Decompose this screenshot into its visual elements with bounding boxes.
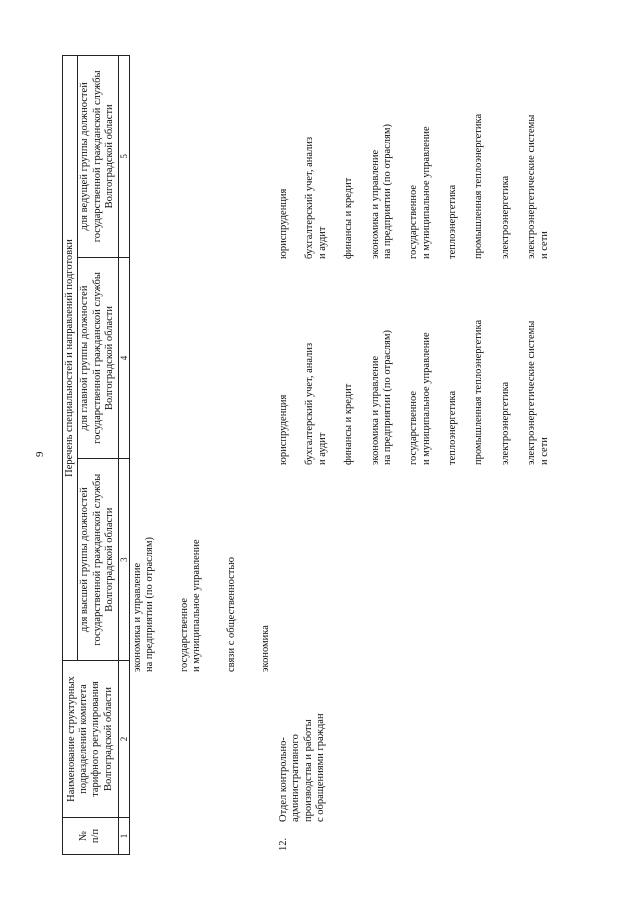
list-item: государственное и муниципальное управление [178,539,203,672]
list-item: связи с общественностью [225,556,237,672]
header-col-main: для главной группы должностей государственной гражданской службы Волгоградской области [78,257,118,459]
list-item: промышленная теплоэнергетика [473,319,485,465]
list-item: государственное и муниципальное управление [408,126,432,259]
list-item: государственное и муниципальное управление [408,332,432,465]
list-item: финансы и кредит [343,177,355,259]
list-item: бухгалтерский учет, анализ и аудит [304,136,328,259]
col-number-4: 4 [118,257,130,459]
list-item: юриспруденция [278,394,290,465]
header-col-highest: для высшей группы должностей государственной гражданской службы Волгоградской области [78,459,118,661]
header-group: Перечень специальностей и направлений подготовки [63,56,78,661]
list-item: экономика и управление на предприятии (по отраслям) [369,329,393,465]
department-name: Отдел контрольно- административного производства и работы с обращениями граждан [278,713,327,822]
header-table [62,55,130,855]
page-number: 9 [34,451,46,457]
list-item: электроэнергетические системы и сети [526,320,550,465]
col-number-1: 1 [118,818,130,855]
header-col-number: № п/п [63,818,119,855]
list-item: бухгалтерский учет, анализ и аудит [304,342,328,465]
header-col-leading: для ведущей группы должностей государственной гражданской службы Волгоградской области [78,56,118,258]
col-number-5: 5 [118,56,130,258]
header-col-name: Наименование структурных подразделений комитета тарифного регулирования Волгоградской области [63,661,119,818]
row12-col5 [278,54,565,259]
row-number: 12. [278,837,290,851]
list-item: экономика и управление на предприятии (по отраслям) [132,536,156,672]
continuation-col3 [132,472,286,672]
list-item: электроэнергетика [499,175,511,259]
list-item: экономика [259,625,271,672]
rotated-page [34,55,582,855]
list-item: теплоэнергетика [447,390,459,465]
col-number-3: 3 [118,459,130,661]
list-item: теплоэнергетика [447,184,459,259]
list-item: электроэнергетика [499,381,511,465]
list-item: юриспруденция [278,188,290,259]
row12-col4 [278,260,565,465]
col-number-2: 2 [118,661,130,818]
list-item: экономика и управление на предприятии (по отраслям) [369,123,393,259]
list-item: финансы и кредит [343,383,355,465]
list-item: промышленная теплоэнергетика [473,113,485,259]
list-item: электроэнергетические системы и сети [526,114,550,259]
